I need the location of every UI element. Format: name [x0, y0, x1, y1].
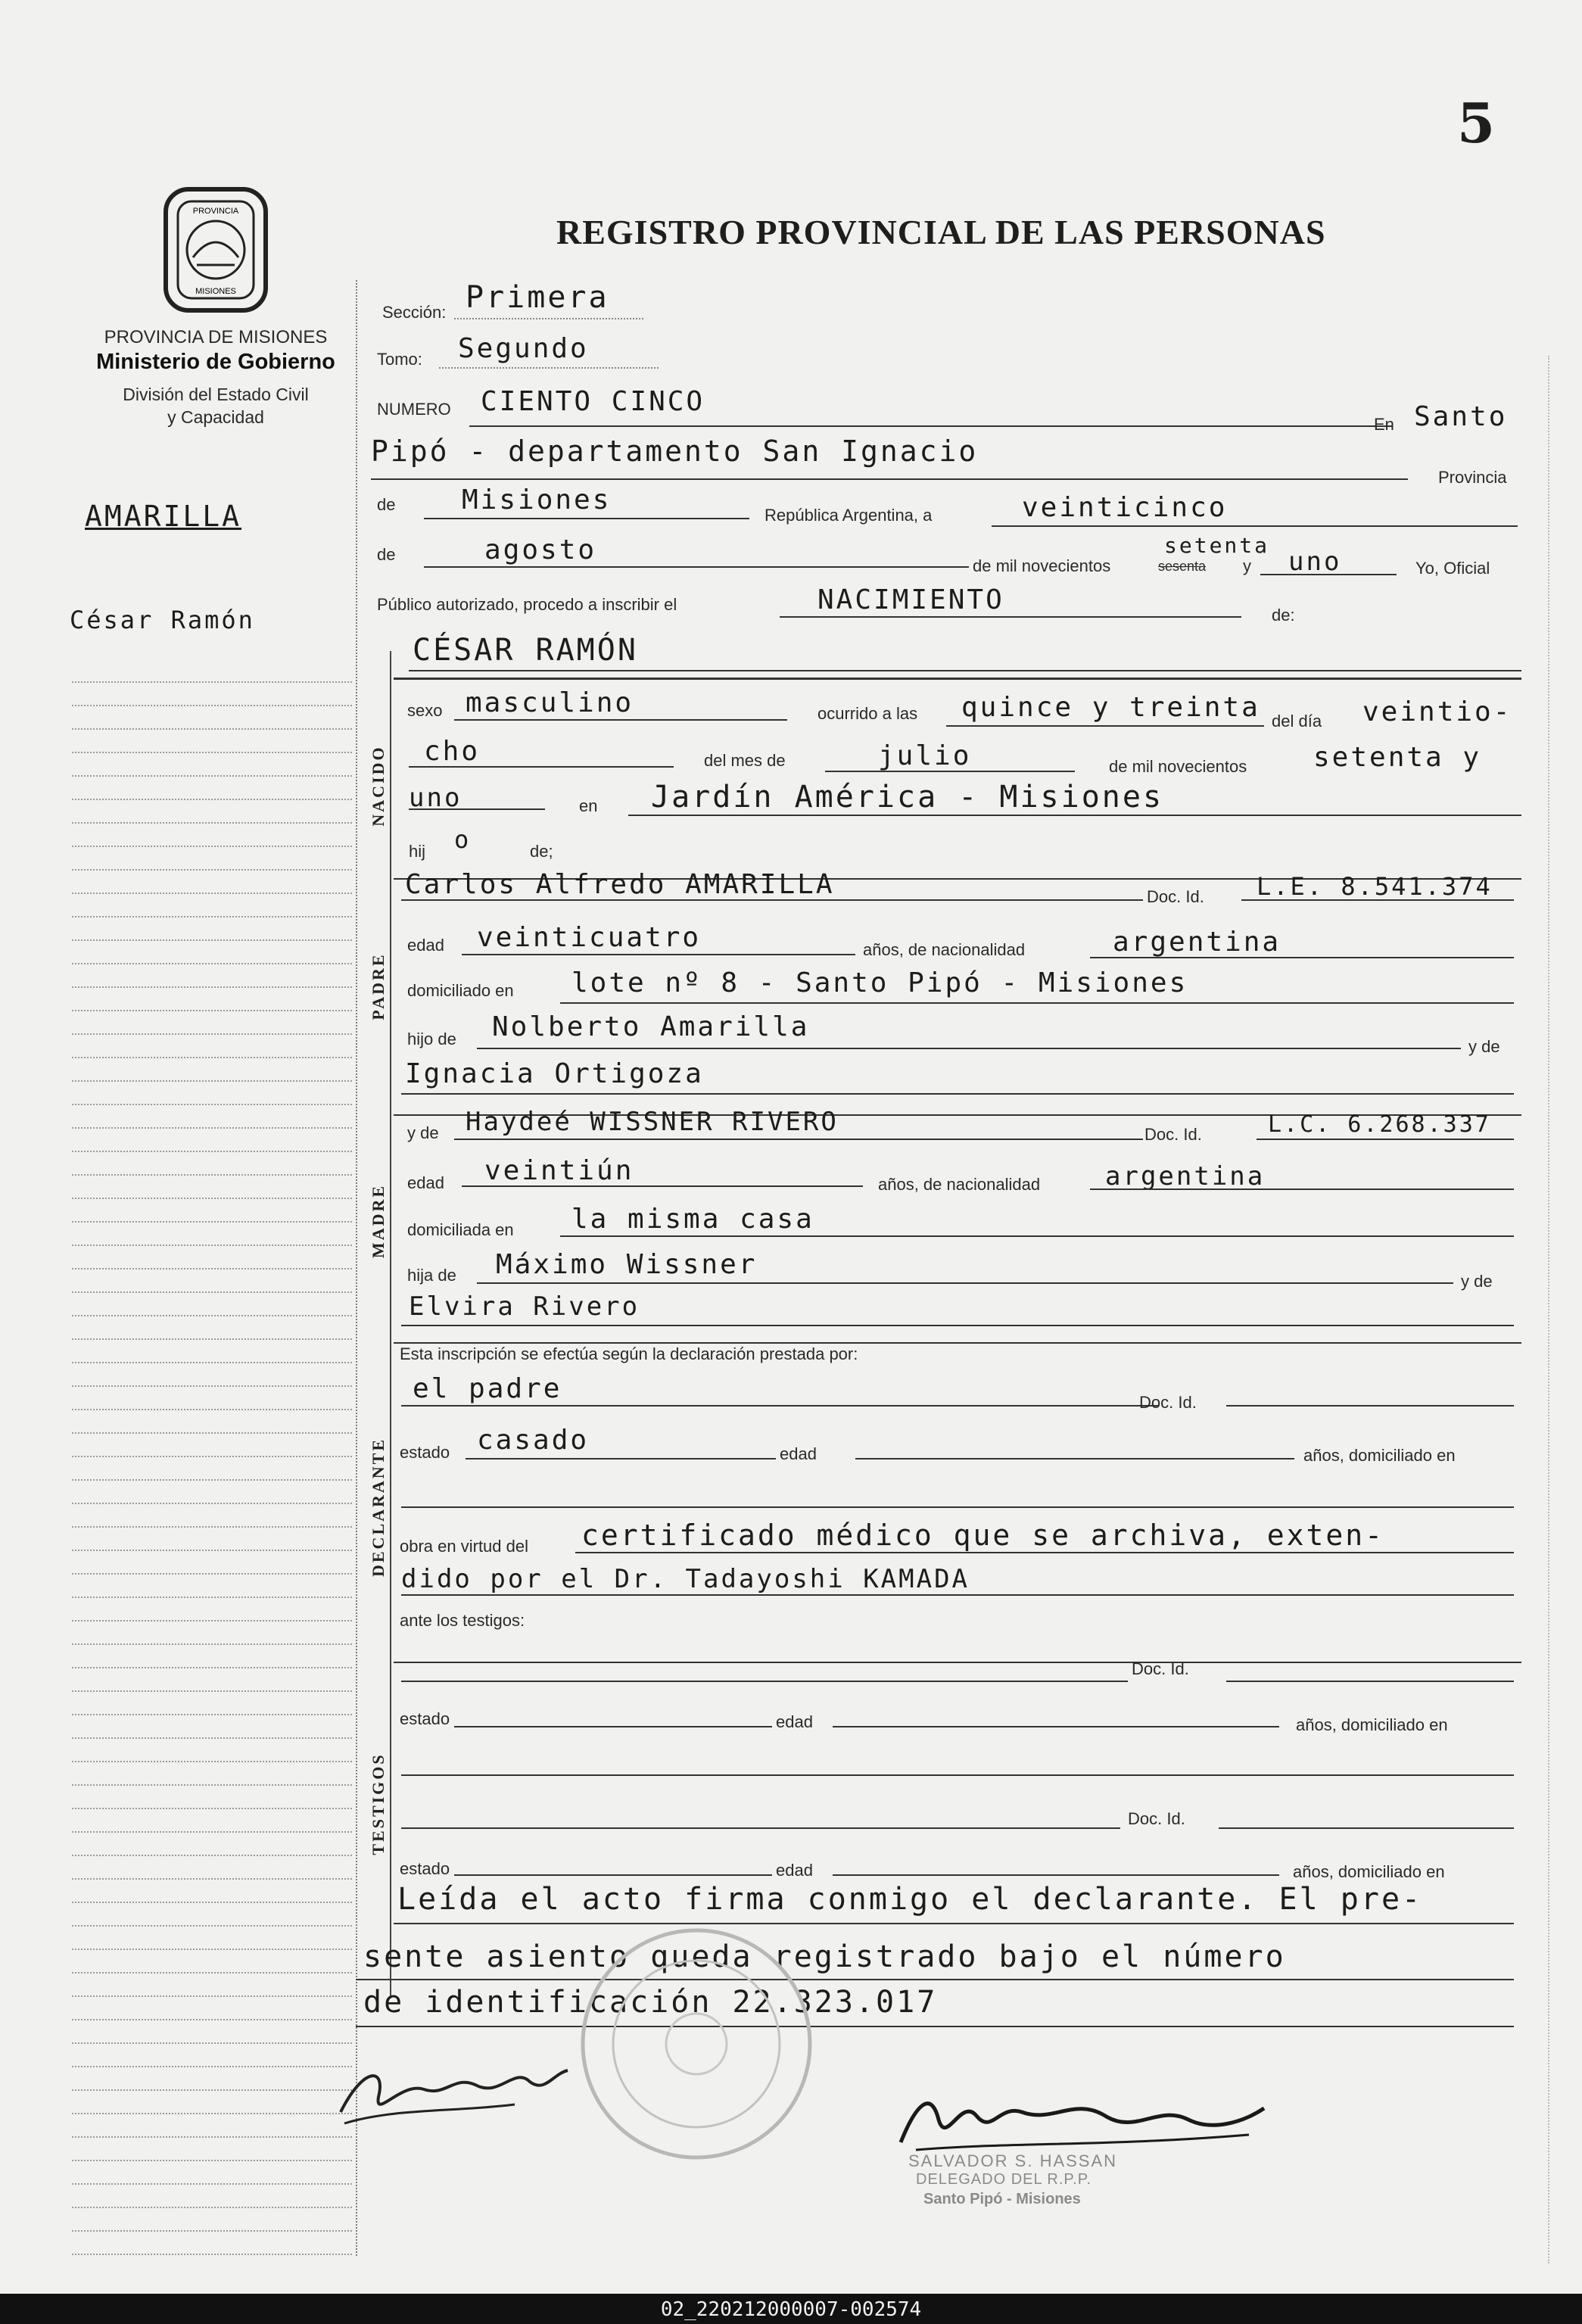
oficial-label: Yo, Oficial [1415, 559, 1490, 578]
de-label-2: de [377, 545, 396, 564]
margin-rule-line [72, 1198, 352, 1199]
madre-nombre: Haydeé WISSNER RIVERO [466, 1107, 839, 1137]
margin-rule-line [72, 2136, 352, 2138]
padre-edad-label: edad [407, 936, 444, 955]
declarante-rule [401, 1405, 1158, 1407]
margin-rule-line [72, 1221, 352, 1223]
margin-given-names: César Ramón [70, 606, 255, 634]
margin-rule-line [72, 1761, 352, 1762]
testigo-1-doc-rule [1226, 1681, 1514, 1682]
anio-nacimiento-1: setenta y [1313, 742, 1482, 773]
madre-edad: veintiún [484, 1155, 634, 1186]
testigo-1-edad-label: edad [776, 1712, 813, 1731]
ocurrido-label: ocurrido a las [817, 704, 918, 723]
seccion-label: Sección: [382, 303, 447, 322]
margin-rule-line [72, 1714, 352, 1715]
seal-top-text: PROVINCIA [192, 207, 239, 216]
mil-label-2: de mil novecientos [1109, 757, 1247, 776]
hora-rule [946, 725, 1264, 727]
inscripcion-label: Esta inscripción se efectúa según la declaración prestada por: [400, 1344, 858, 1363]
tomo-dots [439, 367, 659, 369]
anio-tens: setenta [1164, 533, 1270, 558]
margin-rule-line [72, 681, 352, 683]
provincia-value: Misiones [462, 484, 612, 516]
padre-domicilio: lote nº 8 - Santo Pipó - Misiones [571, 967, 1188, 998]
page-title: REGISTRO PROVINCIAL DE LAS PERSONAS [556, 213, 1326, 251]
lugar-nac-rule [628, 815, 1521, 816]
del-mes-label: del mes de [704, 751, 786, 770]
de-label-4: de; [530, 842, 553, 861]
margin-rule-line [72, 1737, 352, 1739]
side-label-declarante: DECLARANTE [369, 1437, 388, 1577]
madre-edad-label: edad [407, 1173, 444, 1192]
dia-rule [992, 525, 1518, 527]
mes-nacimiento: julio [878, 740, 972, 771]
testigo-2-doc-label: Doc. Id. [1128, 1809, 1185, 1828]
margin-rule-line [72, 2019, 352, 2020]
side-label-testigos: TESTIGOS [369, 1752, 388, 1855]
margin-rule-line [72, 1456, 352, 1457]
declarante-doc-rule [1226, 1405, 1514, 1407]
tomo-value: Segundo [458, 333, 589, 364]
padre-nac-rule [1090, 957, 1514, 958]
notas-rule-1 [394, 1923, 1514, 1924]
margin-rule-line [72, 1080, 352, 1082]
province-label: PROVINCIA DE MISIONES [104, 327, 328, 347]
padre-edad: veinticuatro [477, 922, 702, 953]
madre-madre: Elvira Rivero [409, 1291, 640, 1322]
testigo-2-rule [401, 1827, 1120, 1829]
file-id: 02_220212000007-002574 [660, 2298, 922, 2321]
margin-rule-line [72, 1550, 352, 1551]
sexo-value: masculino [466, 687, 634, 718]
official-stamp-place: Santo Pipó - Misiones [923, 2191, 1081, 2207]
margin-rule-line [72, 1925, 352, 1927]
margin-rule-line [72, 1245, 352, 1246]
declarante-edad-label: edad [780, 1444, 817, 1463]
margin-rule-line [72, 2113, 352, 2114]
anio-units: uno [1288, 547, 1342, 577]
notas-line-1: Leída el acto firma conmigo el declarante. El pre- [397, 1882, 1423, 1917]
obra-rule-2 [401, 1594, 1514, 1596]
margin-rule-line [72, 1362, 352, 1363]
padre-nombre: Carlos Alfredo AMARILLA [405, 869, 835, 900]
dia-nac-rule [409, 766, 674, 768]
del-dia-label: del día [1272, 712, 1322, 731]
margin-rule-line [72, 1855, 352, 1856]
en-value: Santo [1414, 401, 1508, 432]
margin-surname: AMARILLA [85, 500, 242, 533]
margin-rule-line [72, 2089, 352, 2091]
side-label-padre: PADRE [369, 952, 388, 1020]
en-label-2: en [579, 796, 598, 815]
margin-rule-line [72, 1315, 352, 1316]
madre-doc: L.C. 6.268.337 [1268, 1111, 1491, 1138]
margin-rule-line [72, 963, 352, 964]
margin-rule-line [72, 846, 352, 847]
margin-rule-line [72, 1972, 352, 1974]
acto-rule [780, 616, 1241, 618]
madre-nacionalidad: argentina [1105, 1161, 1266, 1192]
margin-rule-line [72, 1151, 352, 1152]
anio-rule [1260, 574, 1397, 575]
acto-value: NACIMIENTO [817, 584, 1004, 615]
declarante-anios-label: años, domiciliado en [1303, 1446, 1456, 1465]
anio-nac-rule [409, 808, 545, 810]
sesenta-struck: sesenta [1158, 559, 1207, 574]
padre-doc-label: Doc. Id. [1147, 887, 1204, 906]
testigo-2-estado-rule [454, 1874, 772, 1876]
hij-suffix: o [454, 825, 472, 854]
margin-rule-line [72, 1338, 352, 1340]
margin-rule-line [72, 1479, 352, 1481]
seccion-value: Primera [466, 280, 609, 315]
margin-rule-line [72, 799, 352, 800]
margin-rule-line [72, 1104, 352, 1105]
margin-rule-line [72, 1268, 352, 1269]
margin-rule-line [72, 775, 352, 777]
padre-hijo-de-label: hijo de [407, 1030, 456, 1048]
rule-declarante-top [394, 1342, 1521, 1344]
margin-rule-line [72, 1573, 352, 1575]
margin-rule-line [72, 1690, 352, 1692]
obra-value-1: certificado médico que se archiva, exten- [581, 1519, 1384, 1552]
testigo-2-estado-label: estado [400, 1859, 450, 1878]
margin-rule-line [72, 986, 352, 988]
testigo-1-estado-label: estado [400, 1709, 450, 1728]
obra-value-2: dido por el Dr. Tadayoshi KAMADA [401, 1564, 970, 1594]
testigo-1-anios-label: años, domiciliado en [1296, 1715, 1448, 1734]
margin-rule-line [72, 705, 352, 706]
numero-rule [469, 425, 1393, 427]
margin-rule-line [72, 2254, 352, 2255]
padre-dom-rule [560, 1002, 1514, 1004]
hora-value: quince y treinta [961, 692, 1260, 723]
seccion-dots [454, 318, 643, 319]
madre-y-de-label-2: y de [1461, 1272, 1493, 1291]
margin-rule-line [72, 1174, 352, 1176]
declarante-doc-label: Doc. Id. [1139, 1393, 1197, 1412]
margin-rule-line [72, 1808, 352, 1809]
numero-value: CIENTO CINCO [481, 386, 705, 417]
madre-domicilio-label: domiciliada en [407, 1220, 514, 1239]
mes-rule [424, 566, 969, 568]
madre-dom-rule [560, 1235, 1514, 1237]
margin-rule-line [72, 1409, 352, 1410]
obra-label: obra en virtud del [400, 1537, 528, 1556]
margin-rule-line [72, 1620, 352, 1622]
provincia-label: Provincia [1438, 468, 1507, 487]
testigo-2-edad-label: edad [776, 1861, 813, 1880]
republica-label: República Argentina, a [765, 506, 933, 525]
margin-rule-line [72, 2207, 352, 2208]
dia-nacimiento-2: cho [424, 736, 481, 767]
rule-nacido-top [394, 678, 1521, 680]
margin-rule-line [72, 1127, 352, 1129]
margin-rule-line [72, 939, 352, 941]
madre-y-de-label: y de [407, 1123, 439, 1142]
rule-testigos-top [394, 1662, 1521, 1663]
margin-rule-line [72, 1995, 352, 1997]
testigo-1-estado-rule [454, 1726, 772, 1727]
place-rule [371, 478, 1408, 480]
padre-y-de-label: y de [1468, 1037, 1500, 1056]
division-label-1: División del Estado Civil [123, 385, 309, 404]
lugar-nacimiento: Jardín América - Misiones [651, 780, 1164, 815]
dia-value: veinticinco [1022, 492, 1228, 523]
margin-rule-line [72, 2230, 352, 2232]
margin-rule-line [72, 1010, 352, 1011]
publico-label: Público autorizado, procedo a inscribir el [377, 595, 677, 614]
ministry-label: Ministerio de Gobierno [96, 350, 335, 374]
margin-rule-line [72, 1831, 352, 1833]
margin-rule-line [72, 1503, 352, 1504]
side-label-nacido: NACIDO [369, 745, 388, 827]
margin-rule-line [72, 869, 352, 871]
margin-rule-line [72, 1878, 352, 1880]
padre-padre-rule [477, 1048, 1461, 1049]
notas-line-3: de identificación 22.323.017 [363, 1985, 938, 2020]
margin-rule-line [72, 1385, 352, 1387]
declarante-estado-rule [466, 1458, 776, 1460]
testigo-1-dom-rule [401, 1774, 1514, 1776]
testigo-1-doc-label: Doc. Id. [1132, 1659, 1189, 1678]
de-label-1: de [377, 495, 396, 514]
madre-madre-rule [401, 1325, 1514, 1326]
margin-rule-line [72, 1597, 352, 1598]
side-label-madre: MADRE [369, 1183, 388, 1259]
margin-rule-line [72, 1667, 352, 1668]
padre-nombre-rule [401, 899, 1143, 901]
padre-nacionalidad-label: años, de nacionalidad [863, 940, 1026, 959]
side-label-divider [390, 651, 391, 1998]
declarant-signature-icon [333, 2051, 575, 2135]
right-edge-rule [1548, 356, 1549, 2263]
margin-rule-line [72, 1902, 352, 1903]
footer-bar [0, 2294, 1582, 2324]
seal-bottom-text: MISIONES [195, 287, 236, 296]
madre-nombre-rule [454, 1139, 1143, 1140]
margin-rule-line [72, 822, 352, 824]
madre-domicilio: la misma casa [571, 1204, 814, 1235]
padre-madre-rule [401, 1093, 1514, 1095]
y-label: y [1243, 556, 1251, 575]
margin-rule-line [72, 1033, 352, 1035]
margin-rule-line [72, 2042, 352, 2044]
testigo-2-anios-label: años, domiciliado en [1293, 1862, 1445, 1881]
madre-padre-rule [477, 1282, 1453, 1284]
margin-rule-line [72, 1643, 352, 1645]
tomo-label: Tomo: [377, 350, 422, 369]
declarante-edad-rule [855, 1458, 1294, 1460]
padre-nacionalidad: argentina [1113, 927, 1281, 958]
provincia-rule [424, 518, 749, 519]
notas-line-2: sente asiento queda registrado bajo el número [363, 1939, 1286, 1974]
mes-nac-rule [825, 771, 1075, 772]
registry-stamp-icon [575, 1923, 817, 2165]
obra-rule-1 [575, 1552, 1514, 1553]
margin-rule-line [72, 752, 352, 753]
en-label: En [1374, 415, 1394, 434]
margin-rule-line [72, 1526, 352, 1528]
division-label-2: y Capacidad [167, 407, 264, 427]
mil-label: de mil novecientos [973, 556, 1111, 575]
de-label-3: de: [1272, 606, 1295, 625]
nombre-rule [409, 670, 1521, 671]
madre-hija-de-label: hija de [407, 1266, 456, 1285]
province-seal-icon [155, 182, 276, 318]
mes-value: agosto [484, 534, 597, 565]
dia-nacimiento-1: veintio- [1362, 696, 1512, 727]
margin-rule-line [72, 1949, 352, 1950]
margin-rule-line [72, 2160, 352, 2161]
testigo-2-edad-rule [833, 1874, 1279, 1876]
madre-nacionalidad-label: años, de nacionalidad [878, 1175, 1041, 1194]
numero-label: NUMERO [377, 400, 451, 419]
nombre-value: CÉSAR RAMÓN [413, 633, 638, 668]
padre-madre: Ignacia Ortigoza [405, 1058, 704, 1089]
declarante-estado: casado [477, 1425, 590, 1456]
madre-edad-rule [462, 1185, 863, 1187]
margin-rule-line [72, 728, 352, 730]
margin-rule-line [72, 893, 352, 894]
left-column-divider [356, 280, 357, 2256]
sexo-rule [454, 719, 787, 721]
padre-doc: L.E. 8.541.374 [1257, 872, 1493, 901]
madre-padre: Máximo Wissner [496, 1249, 758, 1280]
madre-doc-label: Doc. Id. [1144, 1125, 1202, 1144]
margin-rule-line [72, 1057, 352, 1058]
padre-edad-rule [462, 954, 855, 955]
margin-rule-line [72, 1432, 352, 1434]
padre-doc-rule [1241, 899, 1514, 901]
declarante-dom-rule [401, 1506, 1514, 1508]
testigos-label: ante los testigos: [400, 1611, 525, 1630]
official-stamp-title: DELEGADO DEL R.P.P. [916, 2171, 1092, 2188]
margin-rule-line [72, 2183, 352, 2185]
testigo-1-rule [401, 1681, 1128, 1682]
margin-rule-line [72, 2066, 352, 2067]
declarante-value: el padre [413, 1373, 562, 1404]
margin-rule-line [72, 1784, 352, 1786]
margin-rule-line [72, 916, 352, 917]
place-value: Pipó - departamento San Ignacio [371, 435, 979, 468]
anio-nacimiento-2: uno [409, 783, 462, 813]
sexo-label: sexo [407, 701, 443, 720]
official-stamp-name: SALVADOR S. HASSAN [908, 2151, 1118, 2170]
padre-domicilio-label: domiciliado en [407, 981, 514, 1000]
margin-rule-line [72, 1291, 352, 1293]
notas-rule-3 [356, 2026, 1514, 2027]
madre-nac-rule [1090, 1188, 1514, 1190]
page-number: 5 [1457, 91, 1496, 155]
testigo-1-edad-rule [833, 1726, 1279, 1727]
declarante-estado-label: estado [400, 1443, 450, 1462]
notas-rule-2 [356, 1979, 1514, 1980]
hij-label: hij [409, 842, 426, 861]
padre-padre: Nolberto Amarilla [492, 1011, 810, 1042]
madre-doc-rule [1257, 1139, 1514, 1140]
testigo-2-doc-rule [1219, 1827, 1514, 1829]
